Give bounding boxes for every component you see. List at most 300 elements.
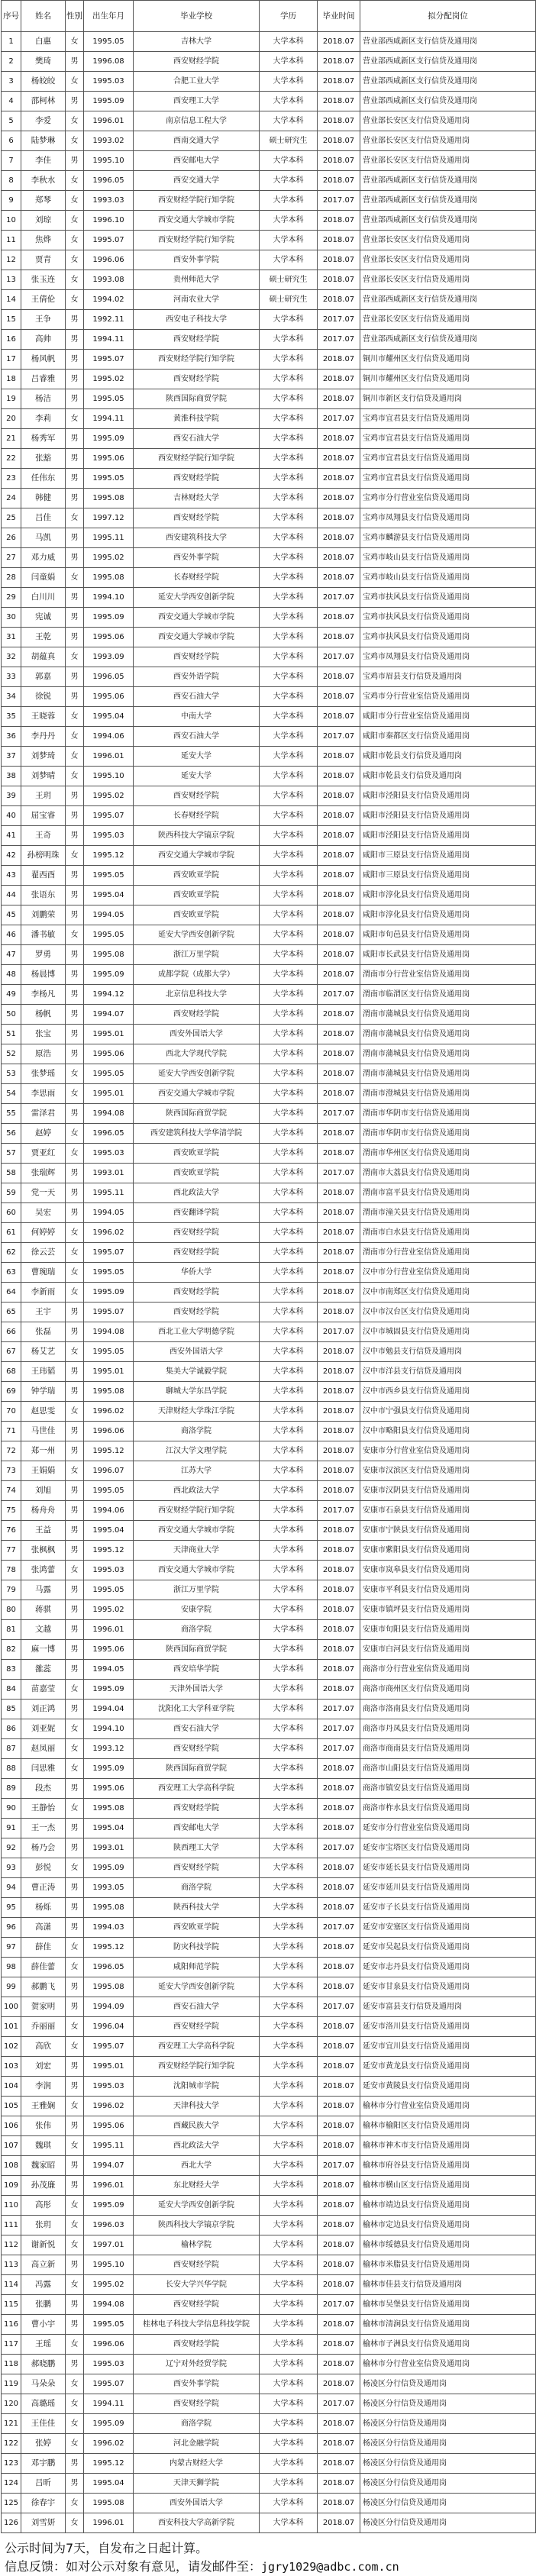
- cell-name: 罗勇: [21, 945, 66, 965]
- cell-school: 西安财经学院行知学院: [134, 350, 260, 370]
- table-row: [2, 866, 536, 886]
- cell-school: 延安大学西安创新学院: [134, 2196, 260, 2216]
- cell-position: 宝鸡市分行营业室信贷及通用岗: [360, 687, 536, 707]
- cell-index: 10: [2, 211, 21, 231]
- table-row: [2, 111, 536, 131]
- cell-name: 党一天: [21, 1183, 66, 1203]
- cell-gender: 男: [66, 806, 84, 826]
- cell-birth: 1995.02: [84, 2275, 134, 2295]
- header-cell: 毕业时间: [318, 1, 360, 32]
- cell-degree: 大学本科: [260, 1600, 318, 1620]
- cell-gender: 男: [66, 469, 84, 489]
- cell-index: 16: [2, 330, 21, 350]
- cell-position: 杨凌区分行信贷及通用岗: [360, 2454, 536, 2474]
- cell-gender: 男: [66, 370, 84, 389]
- cell-birth: 1995.07: [84, 350, 134, 370]
- cell-birth: 1995.07: [84, 231, 134, 250]
- cell-index: 109: [2, 2176, 21, 2196]
- cell-school: 西安财经学院行知学院: [134, 191, 260, 211]
- cell-position: 宝鸡市岐山县支行信贷及通用岗: [360, 568, 536, 588]
- cell-grad-date: 2017.07: [318, 588, 360, 608]
- cell-position: 渭南市华阴市支行信贷及通用岗: [360, 1124, 536, 1144]
- cell-birth: 1996.02: [84, 1402, 134, 1422]
- table-row: [2, 1183, 536, 1203]
- cell-index: 73: [2, 1461, 21, 1481]
- cell-birth: 1994.10: [84, 1719, 134, 1739]
- cell-gender: 男: [66, 429, 84, 449]
- cell-school: 华侨大学: [134, 1263, 260, 1283]
- cell-grad-date: 2017.07: [318, 2156, 360, 2176]
- cell-gender: 女: [66, 2394, 84, 2414]
- cell-school: 北京信息科技大学: [134, 985, 260, 1005]
- cell-name: 郑一州: [21, 1441, 66, 1461]
- notice-text: 公示时间为7天，自发布之日起计算。: [5, 2541, 208, 2555]
- cell-birth: 1992.11: [84, 310, 134, 330]
- cell-index: 102: [2, 2037, 21, 2057]
- cell-position: 商洛市商南县支行信贷及通用岗: [360, 1739, 536, 1759]
- cell-gender: 男: [66, 330, 84, 350]
- table-row: [2, 32, 536, 52]
- cell-grad-date: 2018.07: [318, 886, 360, 905]
- cell-gender: 男: [66, 1580, 84, 1600]
- cell-degree: 大学本科: [260, 1561, 318, 1580]
- cell-index: 18: [2, 370, 21, 389]
- cell-name: 贾青: [21, 250, 66, 270]
- cell-birth: 1994.08: [84, 2295, 134, 2315]
- cell-birth: 1994.06: [84, 1501, 134, 1521]
- cell-name: 王倩伦: [21, 290, 66, 310]
- cell-name: 杨风帆: [21, 350, 66, 370]
- feedback-email[interactable]: jgry1029@adbc.com.cn: [261, 2560, 399, 2574]
- cell-index: 88: [2, 1759, 21, 1779]
- cell-name: 雷泽君: [21, 1104, 66, 1124]
- cell-degree: 大学本科: [260, 1739, 318, 1759]
- cell-name: 刘雪妍: [21, 2513, 66, 2533]
- cell-name: 张瑞辉: [21, 1164, 66, 1183]
- cell-grad-date: 2018.07: [318, 945, 360, 965]
- cell-degree: 大学本科: [260, 886, 318, 905]
- cell-grad-date: 2018.07: [318, 2216, 360, 2235]
- table-row: [2, 2116, 536, 2136]
- header-cell: 拟分配岗位: [360, 1, 536, 32]
- table-row: [2, 1422, 536, 1441]
- cell-name: 麻一博: [21, 1640, 66, 1660]
- cell-position: 营业部西咸新区支行信贷及通用岗: [360, 32, 536, 52]
- cell-school: 西安邮电大学: [134, 1819, 260, 1838]
- cell-position: 咸阳市乾县支行信贷及通用岗: [360, 767, 536, 786]
- cell-index: 49: [2, 985, 21, 1005]
- cell-position: 宝鸡市宜君县支行信贷及通用岗: [360, 409, 536, 429]
- cell-index: 33: [2, 667, 21, 687]
- cell-name: 韩健: [21, 489, 66, 508]
- cell-birth: 1996.05: [84, 667, 134, 687]
- table-row: [2, 1640, 536, 1660]
- cell-index: 91: [2, 1819, 21, 1838]
- cell-position: 安康市旬阳县支行信贷及通用岗: [360, 1620, 536, 1640]
- cell-name: 马世佳: [21, 1422, 66, 1441]
- cell-index: 78: [2, 1561, 21, 1580]
- cell-degree: 大学本科: [260, 965, 318, 985]
- cell-school: 西安财经学院: [134, 508, 260, 528]
- cell-birth: 1995.01: [84, 1084, 134, 1104]
- cell-gender: 女: [66, 2434, 84, 2454]
- cell-birth: 1996.01: [84, 2176, 134, 2196]
- cell-grad-date: 2017.07: [318, 1719, 360, 1739]
- cell-index: 108: [2, 2156, 21, 2176]
- cell-name: 胡蕴真: [21, 647, 66, 667]
- cell-position: 营业部长安区支行信贷及通用岗: [360, 131, 536, 151]
- cell-school: 西安交通大学城市学院: [134, 846, 260, 866]
- cell-grad-date: 2018.07: [318, 1283, 360, 1303]
- cell-index: 28: [2, 568, 21, 588]
- cell-grad-date: 2018.07: [318, 1382, 360, 1402]
- table-row: [2, 171, 536, 191]
- cell-birth: 1995.02: [84, 548, 134, 568]
- cell-position: 安康市宁陕县支行信贷及通用岗: [360, 1521, 536, 1541]
- cell-gender: 男: [66, 1203, 84, 1223]
- cell-name: 彭悦: [21, 1858, 66, 1878]
- cell-birth: 1995.01: [84, 2057, 134, 2077]
- cell-index: 48: [2, 965, 21, 985]
- cell-position: 安康市镇坪县支行信贷及通用岗: [360, 1600, 536, 1620]
- cell-name: 吴宏: [21, 1203, 66, 1223]
- cell-index: 21: [2, 429, 21, 449]
- cell-birth: 1995.01: [84, 1025, 134, 1044]
- cell-gender: 女: [66, 1739, 84, 1759]
- cell-school: 西安财经学院: [134, 1283, 260, 1303]
- cell-school: 西安欧亚学院: [134, 1144, 260, 1164]
- cell-name: 潘书敏: [21, 925, 66, 945]
- cell-index: 67: [2, 1342, 21, 1362]
- cell-birth: 1996.07: [84, 1461, 134, 1481]
- cell-index: 62: [2, 1243, 21, 1263]
- cell-birth: 1995.08: [84, 1977, 134, 1997]
- cell-birth: 1995.08: [84, 2494, 134, 2513]
- cell-grad-date: 2018.07: [318, 1044, 360, 1064]
- cell-birth: 1995.06: [84, 1779, 134, 1799]
- header-cell: 出生年月: [84, 1, 134, 32]
- cell-index: 92: [2, 1838, 21, 1858]
- cell-index: 56: [2, 1124, 21, 1144]
- cell-index: 68: [2, 1362, 21, 1382]
- table-row: [2, 925, 536, 945]
- cell-degree: 大学本科: [260, 1303, 318, 1322]
- cell-degree: 大学本科: [260, 489, 318, 508]
- cell-position: 营业部西咸新区支行信贷及通用岗: [360, 92, 536, 111]
- cell-school: 西安财经学院: [134, 330, 260, 350]
- cell-grad-date: 2018.07: [318, 32, 360, 52]
- cell-index: 26: [2, 528, 21, 548]
- cell-school: 西藏民族大学: [134, 2116, 260, 2136]
- cell-index: 100: [2, 1997, 21, 2017]
- cell-index: 121: [2, 2414, 21, 2434]
- cell-birth: 1996.05: [84, 1958, 134, 1977]
- cell-grad-date: 2017.07: [318, 2394, 360, 2414]
- cell-name: 白惠: [21, 32, 66, 52]
- cell-school: 西安财经学院: [134, 2255, 260, 2275]
- cell-index: 65: [2, 1303, 21, 1322]
- cell-birth: 1996.06: [84, 1422, 134, 1441]
- cell-birth: 1995.09: [84, 2414, 134, 2434]
- cell-gender: 男: [66, 310, 84, 330]
- table-row: [2, 1898, 536, 1918]
- table-row: [2, 1938, 536, 1958]
- cell-name: 高彤: [21, 2196, 66, 2216]
- cell-position: 宝鸡市扶风县支行信贷及通用岗: [360, 608, 536, 628]
- table-row: [2, 310, 536, 330]
- cell-grad-date: 2018.07: [318, 1779, 360, 1799]
- cell-degree: 大学本科: [260, 2136, 318, 2156]
- cell-gender: 男: [66, 528, 84, 548]
- table-row: [2, 1164, 536, 1183]
- cell-position: 渭南市华州区支行信贷及通用岗: [360, 1144, 536, 1164]
- cell-grad-date: 2018.07: [318, 786, 360, 806]
- cell-index: 1: [2, 32, 21, 52]
- cell-birth: 1995.06: [84, 1044, 134, 1064]
- cell-name: 刘梦琦: [21, 747, 66, 767]
- cell-degree: 大学本科: [260, 231, 318, 250]
- cell-school: 西安建筑科技大学: [134, 528, 260, 548]
- cell-position: 营业部长安区支行信贷及通用岗: [360, 270, 536, 290]
- cell-name: 张梦瑶: [21, 1064, 66, 1084]
- cell-birth: 1994.12: [84, 985, 134, 1005]
- cell-name: 高帅: [21, 330, 66, 350]
- cell-gender: 女: [66, 2017, 84, 2037]
- cell-position: 安康市白河县支行信贷及通用岗: [360, 1640, 536, 1660]
- cell-grad-date: 2018.07: [318, 628, 360, 647]
- cell-name: 张玥: [21, 2216, 66, 2235]
- table-row: [2, 350, 536, 370]
- cell-position: 营业部长安区支行信贷及通用岗: [360, 231, 536, 250]
- cell-gender: 女: [66, 1124, 84, 1144]
- cell-index: 93: [2, 1858, 21, 1878]
- cell-grad-date: 2017.07: [318, 191, 360, 211]
- cell-position: 铜川市新区支行信贷及通用岗: [360, 389, 536, 409]
- cell-name: 张枫枫: [21, 1541, 66, 1561]
- table-row: [2, 1561, 536, 1580]
- cell-degree: 大学本科: [260, 2077, 318, 2097]
- table-row: [2, 767, 536, 786]
- table-row: [2, 1680, 536, 1700]
- cell-name: 杨烁: [21, 1898, 66, 1918]
- cell-position: 延安市延长县支行信贷及通用岗: [360, 1858, 536, 1878]
- table-row: [2, 2434, 536, 2454]
- header-cell: 性别: [66, 1, 84, 32]
- cell-grad-date: 2017.07: [318, 1700, 360, 1719]
- cell-gender: 女: [66, 1243, 84, 1263]
- cell-birth: 1994.11: [84, 409, 134, 429]
- table-row: [2, 2275, 536, 2295]
- cell-grad-date: 2018.07: [318, 1958, 360, 1977]
- cell-gender: 女: [66, 2374, 84, 2394]
- table-row: [2, 528, 536, 548]
- cell-position: 杨凌区分行信贷及通用岗: [360, 2374, 536, 2394]
- cell-school: 西安建筑科技大学华清学院: [134, 1124, 260, 1144]
- cell-school: 沈阳化工大学科亚学院: [134, 1700, 260, 1719]
- cell-school: 西安外国语大学: [134, 1342, 260, 1362]
- cell-birth: 1995.05: [84, 1342, 134, 1362]
- cell-grad-date: 2018.07: [318, 965, 360, 985]
- cell-name: 刘梦晴: [21, 767, 66, 786]
- cell-position: 宝鸡市眉县支行信贷及通用岗: [360, 667, 536, 687]
- cell-degree: 大学本科: [260, 826, 318, 846]
- header-cell: 学历: [260, 1, 318, 32]
- table-row: [2, 1402, 536, 1422]
- cell-index: 35: [2, 707, 21, 727]
- cell-gender: 男: [66, 2176, 84, 2196]
- cell-index: 107: [2, 2136, 21, 2156]
- cell-index: 70: [2, 1402, 21, 1422]
- cell-position: 杨凌区分行信贷及通用岗: [360, 2434, 536, 2454]
- cell-gender: 女: [66, 1680, 84, 1700]
- table-row: [2, 1203, 536, 1223]
- cell-index: 87: [2, 1739, 21, 1759]
- cell-gender: 男: [66, 489, 84, 508]
- table-row: [2, 508, 536, 528]
- cell-birth: 1995.05: [84, 1064, 134, 1084]
- cell-index: 95: [2, 1898, 21, 1918]
- cell-school: 西安石油大学: [134, 1997, 260, 2017]
- cell-name: 王争: [21, 310, 66, 330]
- cell-degree: 大学本科: [260, 1858, 318, 1878]
- table-row: [2, 1144, 536, 1164]
- cell-degree: 大学本科: [260, 1342, 318, 1362]
- cell-degree: 大学本科: [260, 2394, 318, 2414]
- cell-name: 曹小宇: [21, 2315, 66, 2335]
- cell-school: 合肥工业大学: [134, 72, 260, 92]
- cell-degree: 大学本科: [260, 111, 318, 131]
- table-row: [2, 985, 536, 1005]
- cell-birth: 1995.05: [84, 32, 134, 52]
- table-row: [2, 191, 536, 211]
- cell-grad-date: 2018.07: [318, 1402, 360, 1422]
- cell-school: 长春财经学院: [134, 806, 260, 826]
- cell-degree: 大学本科: [260, 1422, 318, 1441]
- cell-birth: 1995.09: [84, 1759, 134, 1779]
- cell-position: 咸阳市泾阳县支行信贷及通用岗: [360, 786, 536, 806]
- cell-grad-date: 2018.07: [318, 2315, 360, 2335]
- cell-degree: 大学本科: [260, 1938, 318, 1958]
- cell-index: 75: [2, 1501, 21, 1521]
- table-row: [2, 2097, 536, 2116]
- cell-degree: 大学本科: [260, 1124, 318, 1144]
- cell-gender: 男: [66, 1183, 84, 1203]
- cell-degree: 大学本科: [260, 72, 318, 92]
- cell-gender: 女: [66, 2097, 84, 2116]
- cell-index: 94: [2, 1878, 21, 1898]
- cell-degree: 大学本科: [260, 1918, 318, 1938]
- cell-name: 杨洁: [21, 389, 66, 409]
- cell-school: 陕西国际商贸学院: [134, 1759, 260, 1779]
- cell-position: 宝鸡市岐山县支行信贷及通用岗: [360, 548, 536, 568]
- cell-grad-date: 2017.07: [318, 727, 360, 747]
- cell-birth: 1995.12: [84, 2454, 134, 2474]
- cell-degree: 大学本科: [260, 1898, 318, 1918]
- cell-position: 延安市宝塔区支行信贷及通用岗: [360, 1838, 536, 1858]
- cell-index: 66: [2, 1322, 21, 1342]
- cell-name: 孙茂廉: [21, 2176, 66, 2196]
- table-row: [2, 1700, 536, 1719]
- cell-birth: 1995.06: [84, 2116, 134, 2136]
- cell-grad-date: 2018.07: [318, 806, 360, 826]
- cell-index: 89: [2, 1779, 21, 1799]
- cell-index: 40: [2, 806, 21, 826]
- table-row: [2, 1303, 536, 1322]
- cell-grad-date: 2018.07: [318, 1541, 360, 1561]
- cell-school: 西安交通大学城市学院: [134, 1521, 260, 1541]
- cell-birth: 1996.02: [84, 2097, 134, 2116]
- cell-degree: 大学本科: [260, 350, 318, 370]
- cell-birth: 1995.08: [84, 1898, 134, 1918]
- cell-gender: 女: [66, 925, 84, 945]
- cell-name: 郭嘉: [21, 667, 66, 687]
- cell-degree: 大学本科: [260, 568, 318, 588]
- table-row: [2, 1382, 536, 1402]
- cell-degree: 大学本科: [260, 1779, 318, 1799]
- cell-position: 商洛市洛南县支行信贷及通用岗: [360, 1700, 536, 1719]
- cell-birth: 1994.11: [84, 330, 134, 350]
- cell-degree: 大学本科: [260, 1700, 318, 1719]
- cell-gender: 男: [66, 2295, 84, 2315]
- cell-grad-date: 2018.07: [318, 2017, 360, 2037]
- cell-school: 延安大学西安创新学院: [134, 1064, 260, 1084]
- cell-index: 64: [2, 1283, 21, 1303]
- table-row: [2, 2394, 536, 2414]
- cell-gender: 女: [66, 191, 84, 211]
- cell-school: 黄淮科技学院: [134, 409, 260, 429]
- table-row: [2, 1362, 536, 1382]
- cell-birth: 1994.05: [84, 1660, 134, 1680]
- cell-school: 西安欧亚学院: [134, 905, 260, 925]
- cell-gender: 男: [66, 1005, 84, 1025]
- cell-birth: 1995.05: [84, 866, 134, 886]
- cell-grad-date: 2018.07: [318, 2235, 360, 2255]
- cell-school: 陕西国际商贸学院: [134, 1104, 260, 1124]
- cell-name: 王玥: [21, 786, 66, 806]
- cell-degree: 大学本科: [260, 628, 318, 647]
- cell-degree: 大学本科: [260, 2474, 318, 2494]
- cell-school: 西安财经学院: [134, 2295, 260, 2315]
- cell-birth: 1993.03: [84, 191, 134, 211]
- cell-index: 46: [2, 925, 21, 945]
- cell-school: 江苏大学: [134, 1461, 260, 1481]
- cell-name: 薛佳蕾: [21, 1958, 66, 1977]
- cell-degree: 大学本科: [260, 2156, 318, 2176]
- cell-grad-date: 2018.07: [318, 1640, 360, 1660]
- cell-name: 刘旭: [21, 1481, 66, 1501]
- cell-grad-date: 2018.07: [318, 1461, 360, 1481]
- header-cell: 序号: [2, 1, 21, 32]
- cell-position: 铜川市耀州区支行信贷及通用岗: [360, 370, 536, 389]
- cell-index: 22: [2, 449, 21, 469]
- cell-gender: 女: [66, 1461, 84, 1481]
- cell-name: 李杨凡: [21, 985, 66, 1005]
- cell-gender: 男: [66, 52, 84, 72]
- cell-position: 咸阳市三原县支行信贷及通用岗: [360, 846, 536, 866]
- table-row: [2, 886, 536, 905]
- cell-gender: 女: [66, 2037, 84, 2057]
- table-row: [2, 2136, 536, 2156]
- cell-position: 宝鸡市扶风县支行信贷及通用岗: [360, 588, 536, 608]
- cell-position: 汉中市城固县支行信贷及通用岗: [360, 1322, 536, 1342]
- cell-degree: 大学本科: [260, 92, 318, 111]
- cell-birth: 1995.03: [84, 1561, 134, 1580]
- cell-position: 延安市分行营业室信贷及通用岗: [360, 1819, 536, 1838]
- cell-degree: 大学本科: [260, 211, 318, 231]
- cell-school: 天津商业大学: [134, 1541, 260, 1561]
- cell-birth: 1994.04: [84, 1700, 134, 1719]
- table-row: [2, 270, 536, 290]
